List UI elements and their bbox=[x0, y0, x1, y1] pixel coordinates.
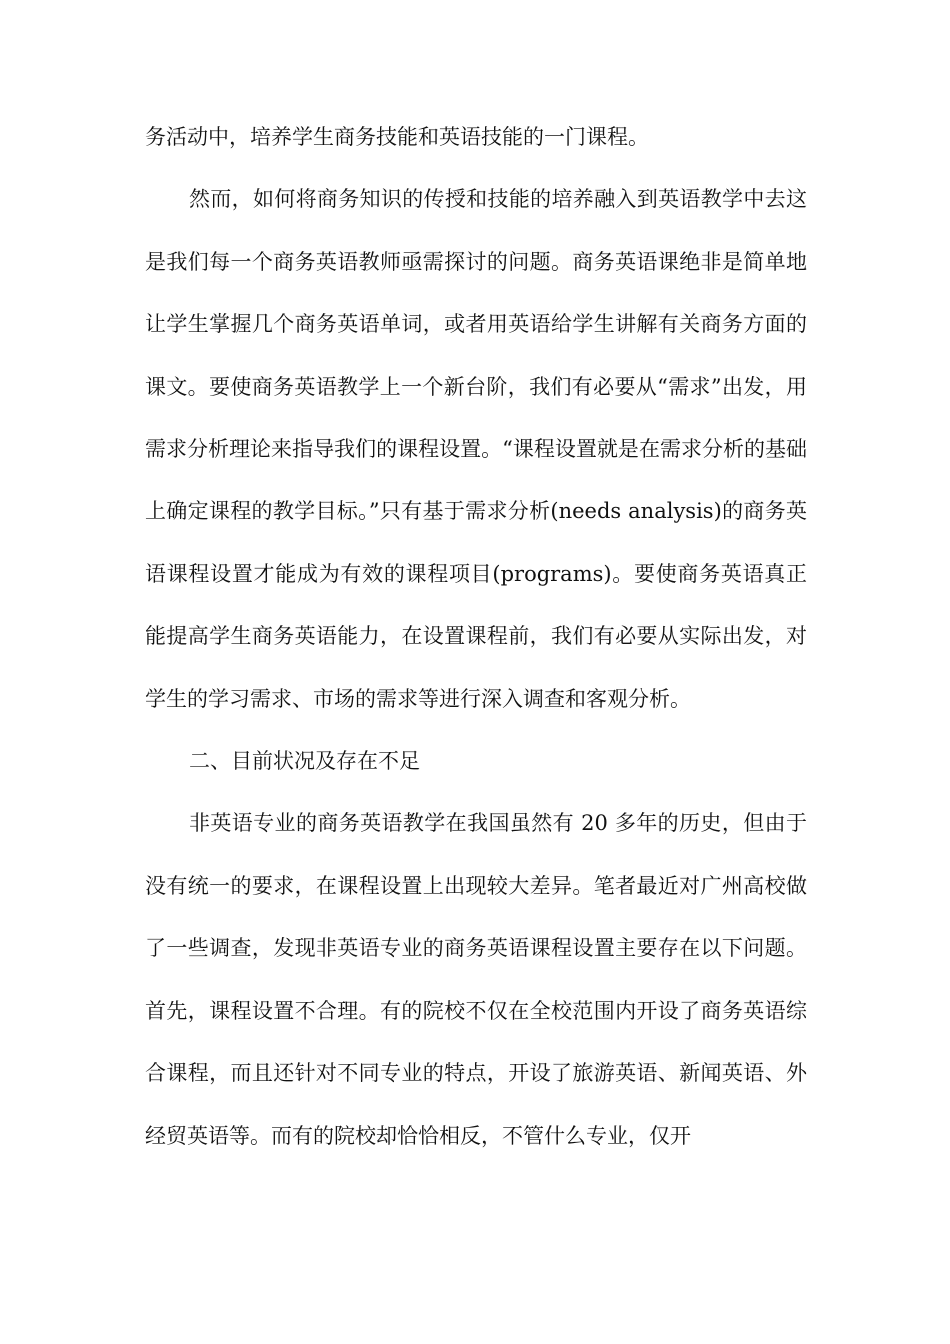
section-heading: 二、目前状况及存在不足 bbox=[189, 749, 420, 774]
document-body bbox=[145, 106, 807, 1167]
paragraph-current-status: 非英语专业的商务英语教学在我国虽然有 20 多年的历史，但由于没有统一的要求，在课程设置上出现较大差异。笔者最近对广州高校做了一些调查，发现非英语专业的商务英语课程设置主要存在以下问题。首先，课程设置不合理。有的院校不仅在全校范围内开设了商务英语综合课程，而且还针对不同专业的特点，开设了旅游英语、新闻英语、外经贸英语等。而有的院校却恰恰相反，不管什么专业，仅开 bbox=[145, 811, 807, 1148]
paragraph-needs-analysis: 然而，如何将商务知识的传授和技能的培养融入到英语教学中去这是我们每一个商务英语教师亟需探讨的问题。商务英语课绝非是简单地让学生掌握几个商务英语单词，或者用英语给学生讲解有关商务方面的课文。要使商务英语教学上一个新台阶，我们有必要从“需求”出发，用需求分析理论来指导我们的课程设置。“课程设置就是在需求分析的基础上确定课程的教学目标。”只有基于需求分析(needs analysis)的商务英语课程设置才能成为有效的课程项目(programs)。要使商务英语真正能提高学生商务英语能力，在设置课程前，我们有必要从实际出发，对学生的学习需求、市场的需求等进行深入调查和客观分析。 bbox=[145, 187, 807, 711]
paragraph-continuation: 务活动中，培养学生商务技能和英语技能的一门课程。 bbox=[145, 125, 649, 149]
